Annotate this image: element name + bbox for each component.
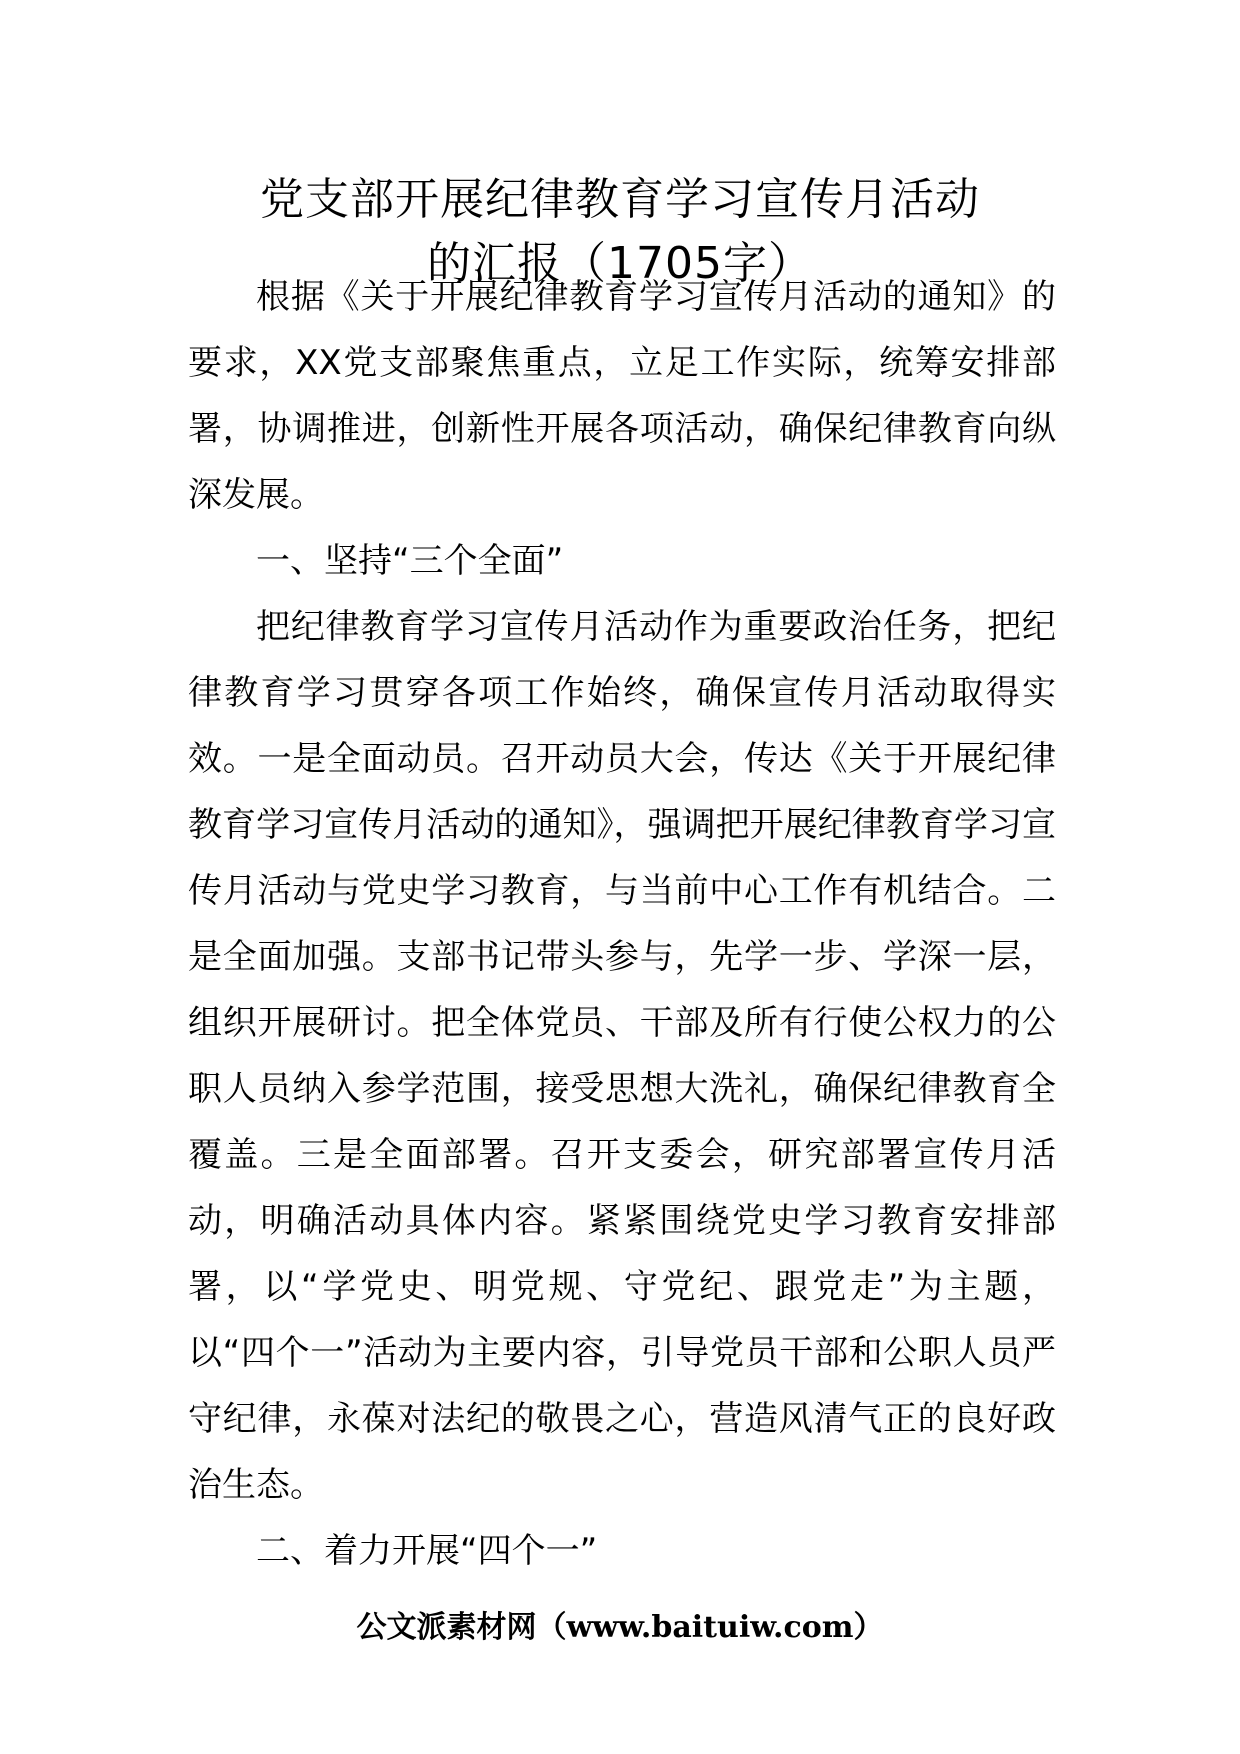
document-title-line1: 党支部开展纪律教育学习宣传月活动	[260, 174, 980, 225]
intro-paragraph: 根据《关于开展纪律教育学习宣传月活动的通知》的要求，XX党支部聚焦重点，立足工作实际，统筹安排部署，协调推进，创新性开展各项活动，确保纪律教育向纵深发展。	[188, 277, 1056, 515]
document-body	[188, 264, 1056, 1584]
section2-heading: 二、着力开展“四个一”	[256, 1531, 598, 1571]
document-title-line2: 的汇报（1705字）	[427, 238, 813, 289]
section1-heading: 一、坚持“三个全面”	[256, 541, 564, 581]
footer-watermark: 公文派素材网（www.baituiw.com）	[356, 1610, 884, 1645]
section1-paragraph: 把纪律教育学习宣传月活动作为重要政治任务，把纪律教育学习贯穿各项工作始终，确保宣传月活动取得实效。一是全面动员。召开动员大会，传达《关于开展纪律教育学习宣传月活动的通知》，强调把开展纪律教育学习宣传月活动与党史学习教育，与当前中心工作有机结合。二是全面加强。支部书记带头参与，先学一步、学深一层，组织开展研讨。把全体党员、干部及所有行使公权力的公职人员纳入参学范围，接受思想大洗礼，确保纪律教育全覆盖。三是全面部署。召开支委会，研究部署宣传月活动，明确活动具体内容。紧紧围绕党史学习教育安排部署，以“学党史、明党规、守党纪、跟党走”为主题，以“四个一”活动为主要内容，引导党员干部和公职人员严守纪律，永葆对法纪的敬畏之心，营造风清气正的良好政治生态。	[188, 607, 1056, 1505]
